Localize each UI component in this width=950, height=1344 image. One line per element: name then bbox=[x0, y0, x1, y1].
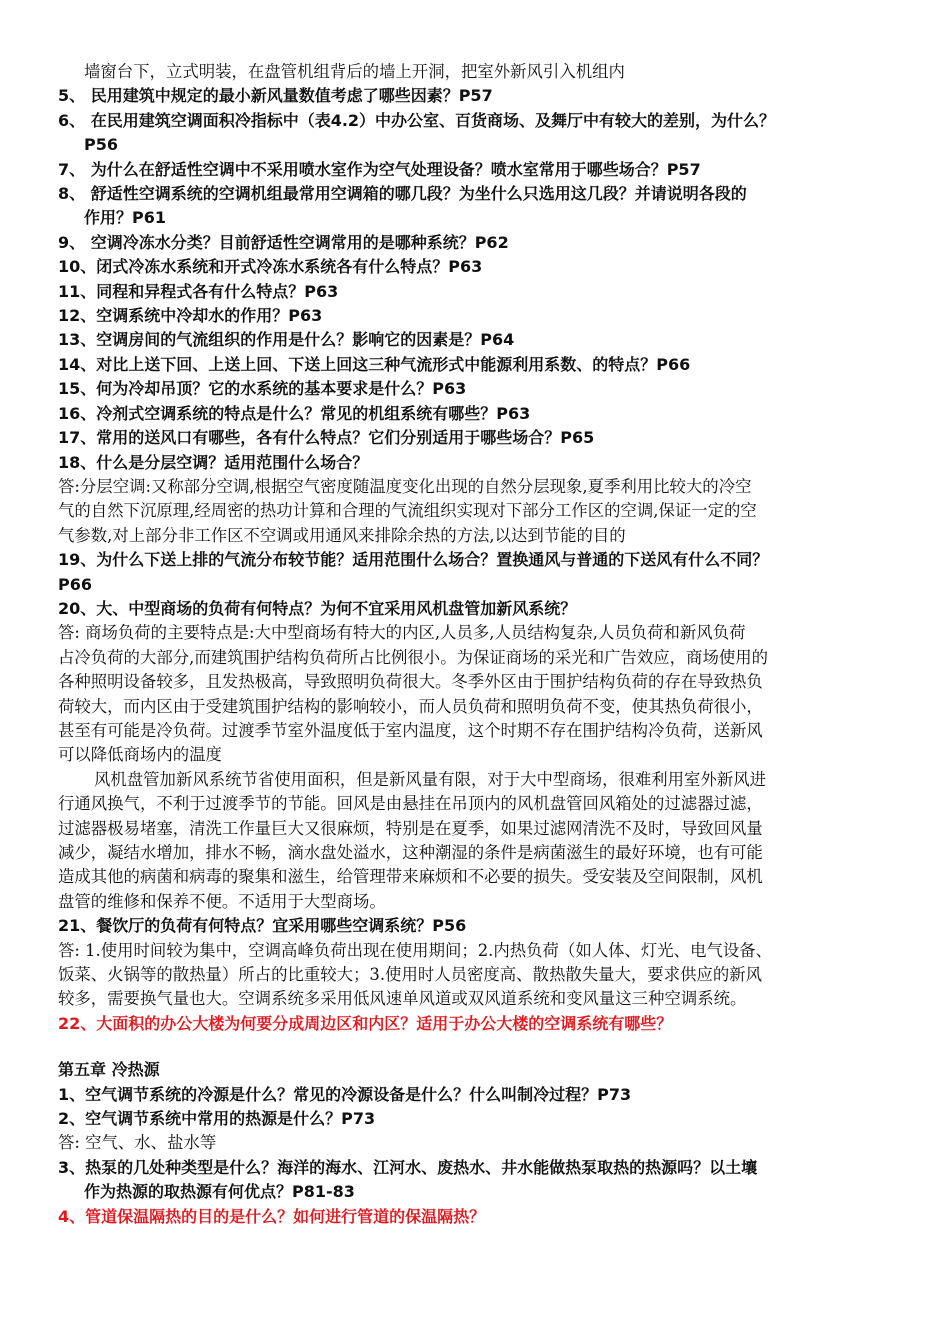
question-line: 7、 为什么在舒适性空调中不采用喷水室作为空气处理设备？喷水室常用于哪些场合？P57 bbox=[58, 159, 701, 179]
answer-line: 答: 空气、水、盐水等 bbox=[58, 1133, 217, 1153]
question-line: 22、大面积的办公大楼为何要分成周边区和内区？适用于办公大楼的空调系统有哪些？ bbox=[58, 1013, 673, 1033]
question-line: 3、热泵的几处种类型是什么？海洋的海水、江河水、废热水、井水能做热泵取热的热源吗？以土壤 bbox=[58, 1157, 758, 1177]
answer-line: 气参数,对上部分非工作区不空调或用通风来排除余热的方法,以达到节能的目的 bbox=[58, 525, 626, 545]
question-line: P66 bbox=[58, 574, 92, 594]
answer-line: 占冷负荷的大部分,而建筑围护结构负荷所占比例很小。为保证商场的采光和广告效应，商场使用的 bbox=[58, 647, 769, 667]
question-line: P56 bbox=[84, 135, 118, 155]
question-line: 20、大、中型商场的负荷有何特点？为何不宜采用风机盘管加新风系统？ bbox=[58, 598, 577, 618]
question-line: 12、空调系统中冷却水的作用？P63 bbox=[58, 306, 323, 326]
question-line: 13、空调房间的气流组织的作用是什么？影响它的因素是？P64 bbox=[58, 330, 515, 350]
question-line: 16、冷剂式空调系统的特点是什么？常见的机组系统有哪些？P63 bbox=[58, 403, 531, 423]
answer-line: 答: 商场负荷的主要特点是:大中型商场有特大的内区,人员多,人员结构复杂,人员负荷和新风负荷 bbox=[58, 623, 746, 643]
answer-line: 行通风换气，不利于过渡季节的节能。回风是由悬挂在吊顶内的风机盘管回风箱处的过滤器过滤， bbox=[58, 794, 763, 814]
answer-line: 盘管的维修和保养不便。不适用于大型商场。 bbox=[58, 891, 386, 911]
answer-line: 各种照明设备较多，且发热极高，导致照明负荷很大。冬季外区由于围护结构负荷的存在导致热负 bbox=[58, 672, 763, 692]
answer-line: 造成其他的病菌和病毒的聚集和滋生，给管理带来麻烦和不必要的损失。受安装及空间限制，风机 bbox=[58, 867, 763, 887]
answer-line: 气的自然下沉原理,经周密的热功计算和合理的气流组织实现对下部分工作区的空调,保证一定的空 bbox=[58, 501, 757, 521]
answer-line: 减少，凝结水增加，排水不畅，滴水盘处溢水，这种潮湿的条件是病菌滋生的最好环境，也有可能 bbox=[58, 843, 763, 862]
question-line: 21、餐饮厅的负荷有何特点？宜采用哪些空调系统？P56 bbox=[58, 916, 467, 936]
question-line: 18、什么是分层空调？适用范围什么场合？ bbox=[58, 452, 369, 472]
question-line: 8、 舒适性空调系统的空调机组最常用空调箱的哪几段？为坐什么只选用这几段？并请说明各段的 bbox=[58, 184, 747, 204]
answer-line: 甚至有可能是冷负荷。过渡季节室外温度低于室内温度，这个时期不存在围护结构冷负荷，送新风 bbox=[58, 720, 763, 740]
question-line: 6、 在民用建筑空调面积冷指标中（表4.2）中办公室、百货商场、及舞厅中有较大的差别，为什么？ bbox=[58, 110, 776, 130]
question-line: 19、为什么下送上排的气流分布较节能？适用范围什么场合？置换通风与普通的下送风有什么不同？ bbox=[58, 550, 769, 570]
question-line: 作为热源的取热源有何优点？P81-83 bbox=[84, 1182, 355, 1202]
answer-line: 饭菜、火锅等的散热量）所占的比重较大；3.使用时人员密度高、散热散失量大，要求供应的新风 bbox=[58, 965, 763, 985]
answer-line: 答: 1.使用时间较为集中，空调高峰负荷出现在使用期间；2.内热负荷（如人体、灯光、电气设备、 bbox=[58, 940, 773, 960]
question-line: 15、何为冷却吊顶？它的水系统的基本要求是什么？P63 bbox=[58, 379, 467, 399]
question-line: 作用？P61 bbox=[84, 208, 166, 228]
answer-line: 过滤器极易堵塞，清洗工作量巨大又很麻烦，特别是在夏季，如果过滤网清洗不及时，导致回风量 bbox=[58, 818, 763, 838]
question-line: 2、空气调节系统中常用的热源是什么？P73 bbox=[58, 1109, 376, 1129]
question-line: 14、对比上送下回、上送上回、下送上回这三种气流形式中能源利用系数、的特点？P66 bbox=[58, 354, 691, 374]
answer-line: 墙窗台下，立式明装，在盘管机组背后的墙上开洞，把室外新风引入机组内 bbox=[84, 62, 625, 81]
answer-line: 较多，需要换气量也大。空调系统多采用低风速单风道或双风道系统和变风量这三种空调系统。 bbox=[58, 989, 747, 1009]
blank-line bbox=[58, 1036, 894, 1058]
question-line: 10、闭式冷冻水系统和开式冷冻水系统各有什么特点？P63 bbox=[58, 257, 483, 277]
answer-line: 风机盘管加新风系统节省使用面积，但是新风量有限，对于大中型商场，很难利用室外新风进 bbox=[94, 769, 767, 789]
question-line: 11、同程和异程式各有什么特点？P63 bbox=[58, 281, 339, 301]
answer-line: 荷较大，而内区由于受建筑围护结构的影响较小，而人员负荷和照明负荷不变，使其热负荷很小， bbox=[58, 696, 763, 716]
answer-line: 可以降低商场内的温度 bbox=[58, 745, 222, 765]
question-line: 4、管道保温隔热的目的是什么？如何进行管道的保温隔热？ bbox=[58, 1206, 486, 1226]
question-line: 9、 空调冷冻水分类？目前舒适性空调常用的是哪种系统？P62 bbox=[58, 232, 509, 252]
question-line: 第五章 冷热源 bbox=[58, 1060, 160, 1080]
question-line: 1、空气调节系统的冷源是什么？常见的冷源设备是什么？什么叫制冷过程？P73 bbox=[58, 1084, 632, 1104]
question-line: 17、常用的送风口有哪些，各有什么特点？它们分别适用于哪些场合？P65 bbox=[58, 428, 595, 448]
question-line: 5、 民用建筑中规定的最小新风量数值考虑了哪些因素？P57 bbox=[58, 86, 493, 106]
answer-line: 答:分层空调:又称部分空调,根据空气密度随温度变化出现的自然分层现象,夏季利用比较大的冷空 bbox=[58, 476, 752, 496]
